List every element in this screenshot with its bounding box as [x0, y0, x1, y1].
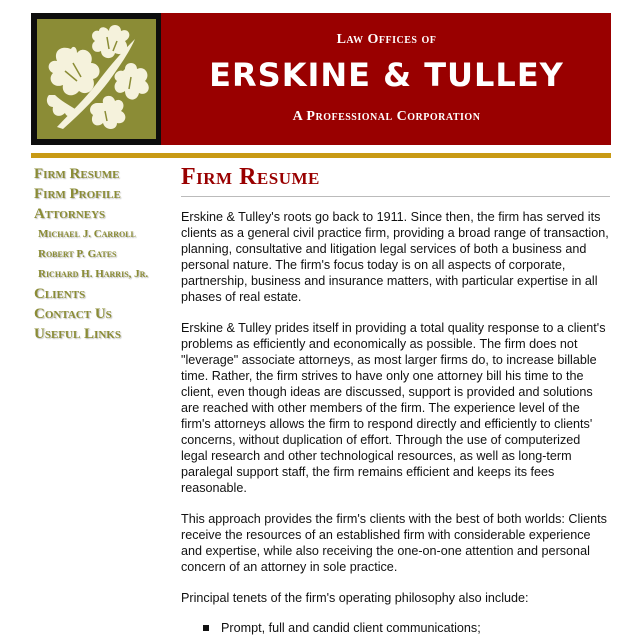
sidebar-nav: [34, 164, 174, 344]
nav-link-richard-harris[interactable]: Richard H. Harris, Jr.: [38, 268, 149, 280]
paragraph-tenets-intro: Principal tenets of the firm's operating philosophy also include:: [181, 591, 529, 605]
acanthus-leaf-icon: [37, 19, 156, 139]
nav-link-useful-links[interactable]: Useful Links: [34, 326, 121, 342]
nav-link-contact-us[interactable]: Contact Us: [34, 306, 112, 322]
nav-link-michael-carroll[interactable]: Michael J. Carroll: [38, 228, 136, 240]
title-divider: [181, 196, 610, 197]
tenet-text: Prompt, full and candid client communications;: [221, 621, 481, 635]
main-content: [181, 162, 611, 636]
paragraph-quality: Erskine & Tulley prides itself in providing a total quality response to a client's problems as efficiently and economically as possible. The firm does not "leverage" associate attorneys, as most larger firms do, to increase billable time. Rather, the firm strives to have only one attorney bill his time to the client, even though ideas are discussed, support is provided and solutions are reached with other members of the firm. The experience level of the firm's attorneys allows the firm to respond directly and efficiently to clients' concerns, without duplication of effort. Through the use of computerized legal research and other technological resources, as well as long-term paralegal support staff, the firm remains efficient and keeps its fees reasonable.: [181, 321, 606, 495]
nav-link-firm-profile[interactable]: Firm Profile: [34, 186, 121, 202]
banner-top-line: Law Offices of: [336, 32, 437, 47]
header-banner: [31, 13, 611, 145]
paragraph-approach: This approach provides the firm's clients with the best of both worlds: Clients receive the resources of an established firm with considerable experience and expertise, while also receiving the one-on-one attention and personal concern of an attorney in sole practice.: [181, 512, 607, 574]
banner-text: [162, 13, 611, 145]
paragraph-history: Erskine & Tulley's roots go back to 1911. Since then, the firm has served its clients as a general civil practice firm, providing a broad range of transaction, planning, consultative and litigation legal services of both a business and personal nature. The firm's focus today is on all aspects of corporate, partnership, business and insurance matters, with particular expertise in all phases of real estate.: [181, 210, 609, 304]
bullet-icon: [203, 625, 209, 631]
nav-link-attorneys[interactable]: Attorneys: [34, 206, 106, 222]
banner-bottom-line: A Professional Corporation: [292, 109, 481, 124]
nav-link-clients[interactable]: Clients: [34, 286, 86, 302]
tenets-list: [181, 620, 611, 636]
firm-name: ERSKINE & TULLEY: [209, 56, 564, 94]
gold-divider: [31, 153, 611, 158]
nav-link-firm-resume[interactable]: Firm Resume: [34, 166, 120, 182]
nav-link-robert-gates[interactable]: Robert P. Gates: [38, 248, 117, 260]
list-item: [181, 620, 611, 636]
page-title: Firm Resume: [181, 164, 320, 190]
logo-background: [37, 19, 156, 139]
logo[interactable]: [31, 13, 161, 145]
